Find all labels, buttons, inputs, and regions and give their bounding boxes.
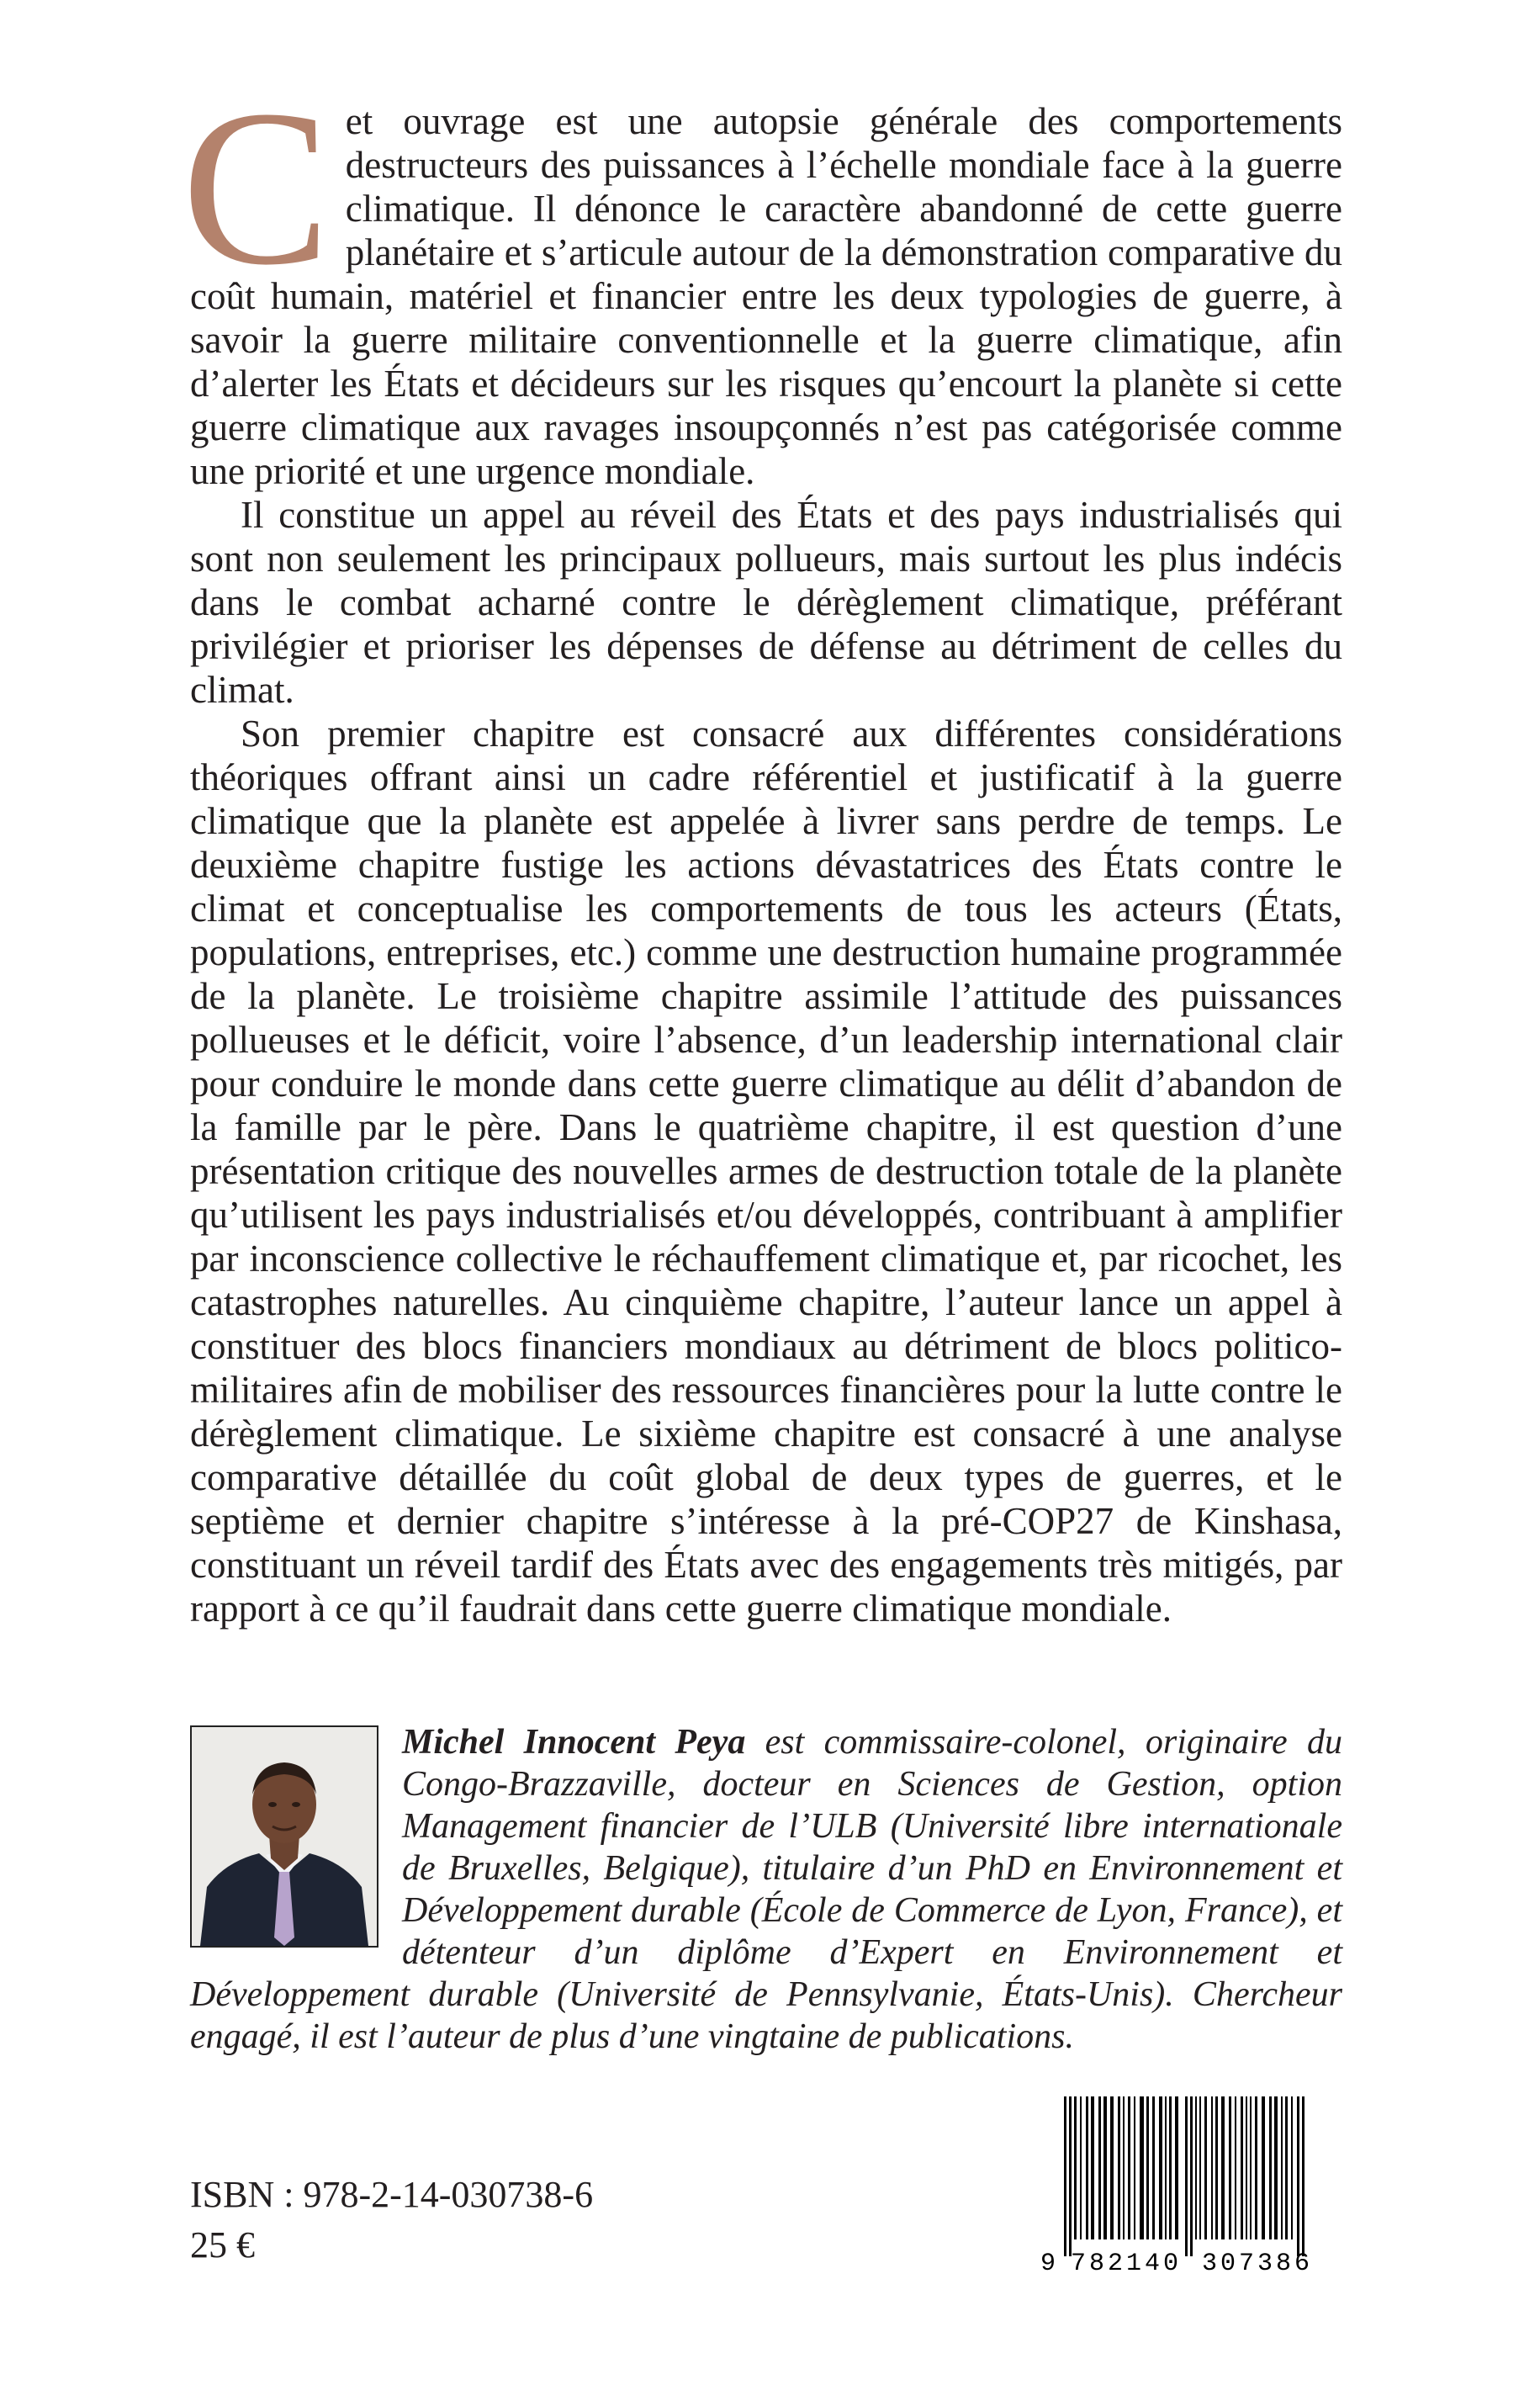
barcode-bar (1152, 2096, 1155, 2239)
description-paragraph-1-text: et ouvrage est une autopsie générale des comportements destructeurs des puissances à l’échelle mondiale face à la guerre climatique. Il dénonce le caractère abandonné de cette guerre planétaire et s’articule autour de la démonstration comparative du coût humain, matériel et financier entre les deux typologies de guerre, à savoir la guerre militaire conventionnelle et la guerre climatique, afin d’alerter les États et décideurs sur les risques qu’encourt la planète si cette guerre climatique aux ravages insoupçonnés n’est pas catégorisée comme une priorité et une urgence mondiale. (190, 100, 1342, 492)
barcode-bar (1159, 2096, 1162, 2239)
barcode-bar (1103, 2096, 1107, 2239)
barcode-bar (1086, 2096, 1088, 2239)
barcode-bar (1215, 2096, 1218, 2239)
price: 25 € (190, 2224, 255, 2266)
author-name: Michel Innocent Peya (402, 1723, 746, 1762)
barcode-bar (1302, 2096, 1305, 2256)
barcode-bar (1074, 2096, 1077, 2239)
barcode-bar (1204, 2096, 1207, 2239)
barcode-bar (1281, 2096, 1283, 2239)
description-paragraph-1 (182, 65, 1342, 493)
barcode-bar (1146, 2096, 1149, 2239)
barcode-bar (1118, 2096, 1120, 2239)
barcode-bar (1165, 2096, 1167, 2239)
barcode-bar (1211, 2096, 1213, 2239)
barcode-bar (1291, 2096, 1293, 2239)
barcode-bar (1080, 2096, 1082, 2239)
barcode-bar (1297, 2096, 1299, 2256)
barcode-bar (1064, 2096, 1066, 2256)
barcode-bar (1241, 2096, 1243, 2239)
barcode-bar (1169, 2096, 1172, 2239)
barcode-left-group: 782140 (1071, 2250, 1183, 2276)
barcode-bar (1185, 2096, 1188, 2256)
description-block (182, 65, 1342, 1630)
barcode-bar (1069, 2096, 1072, 2256)
barcode-bar (1255, 2096, 1257, 2239)
isbn-number: ISBN : 978-2-14-030738-6 (190, 2174, 594, 2215)
dropcap-letter: C (182, 65, 331, 311)
barcode-bar (1140, 2096, 1144, 2239)
barcode-bar (1195, 2096, 1197, 2239)
description-paragraph-3: Son premier chapitre est consacré aux différentes considérations théoriques offrant ainsi un cadre référentiel et justificatif à la guerre climatique que la planète est appelée à livrer sans perdre de temps. Le deuxième chapitre fustige les actions dévastatrices des États contre le climat et conceptualise les comportements de tous les acteurs (États, populations, entreprises, etc.) comme une destruction humaine programmée de la planète. Le troisième chapitre assimile l’attitude des puissances pollueuses et le déficit, voire l’absence, d’un leadership international clair pour conduire le monde dans cette guerre climatique au délit d’abandon de la famille par le père. Dans le quatrième chapitre, il est question d’une présentation critique des nouvelles armes de destruction totale de la planète qu’utilisent les pays industrialisés et/ou développés, contribuant à amplifier par inconscience collective le réchauffement climatique et, par ricochet, les catastrophes naturelles. Au cinquième chapitre, l’auteur lance un appel à constituer des blocs financiers mondiaux au détriment de blocs politico-militaires afin de mobiliser des ressources financières pour la lutte contre le dérèglement climatique. Le sixième chapitre est consacré à une analyse comparative détaillée du coût global de deux types de guerres, et le septième et dernier chapitre s’intéresse à la pré-COP27 de Kinshasa, constituant un réveil tardif des États avec des engagements très mitigés, par rapport à ce qu’il faudrait dans cette guerre climatique mondiale. (190, 713, 1342, 1630)
barcode-first-digit: 9 (1040, 2250, 1056, 2276)
description-paragraph-2: Il constitue un appel au réveil des États et des pays industrialisés qui sont non seulement les principaux pollueurs, mais surtout les plus indécis dans le combat acharné contre le dérèglement climatique, préférant privilégier et prioriser les dépenses de défense au détriment de celles du climat. (190, 494, 1342, 711)
barcode-bar (1123, 2096, 1125, 2239)
barcode-bar (1250, 2096, 1252, 2239)
barcode-right-group: 307386 (1202, 2250, 1314, 2276)
barcode-bars (1064, 2096, 1305, 2256)
barcode-bar (1269, 2096, 1272, 2239)
barcode-bar (1098, 2096, 1101, 2239)
barcode-bar (1229, 2096, 1231, 2239)
barcode-bar (1235, 2096, 1236, 2239)
barcode-bar (1274, 2096, 1278, 2239)
barcode-bar (1199, 2096, 1201, 2239)
barcode-bar (1134, 2096, 1135, 2239)
barcode (1034, 2095, 1353, 2276)
barcode-bar (1246, 2096, 1247, 2239)
barcode-bar (1285, 2096, 1288, 2239)
barcode-bar (1110, 2096, 1114, 2239)
barcode-bar (1221, 2096, 1225, 2239)
barcode-bar (1262, 2096, 1265, 2239)
barcode-bar (1091, 2096, 1094, 2239)
author-bio-text: est commissaire-colonel, originaire du Congo-Brazzaville, docteur en Sciences de Gestion, option Management financier de l’ULB (Université libre internationale de Bruxelles, Belgique), titulaire d’un PhD en Environnement et Développement durable (École de Commerce de Lyon, France), et détenteur d’un diplôme d’Expert en Environnement et Développement durable (Université de Pennsylvanie, États-Unis). Chercheur engagé, il est l’auteur de plus d’une vingtaine de publications. (190, 1723, 1342, 2056)
barcode-bar (1190, 2096, 1193, 2256)
barcode-bar (1175, 2096, 1178, 2239)
barcode-bar (1128, 2096, 1130, 2239)
author-bio (190, 1721, 1342, 2058)
